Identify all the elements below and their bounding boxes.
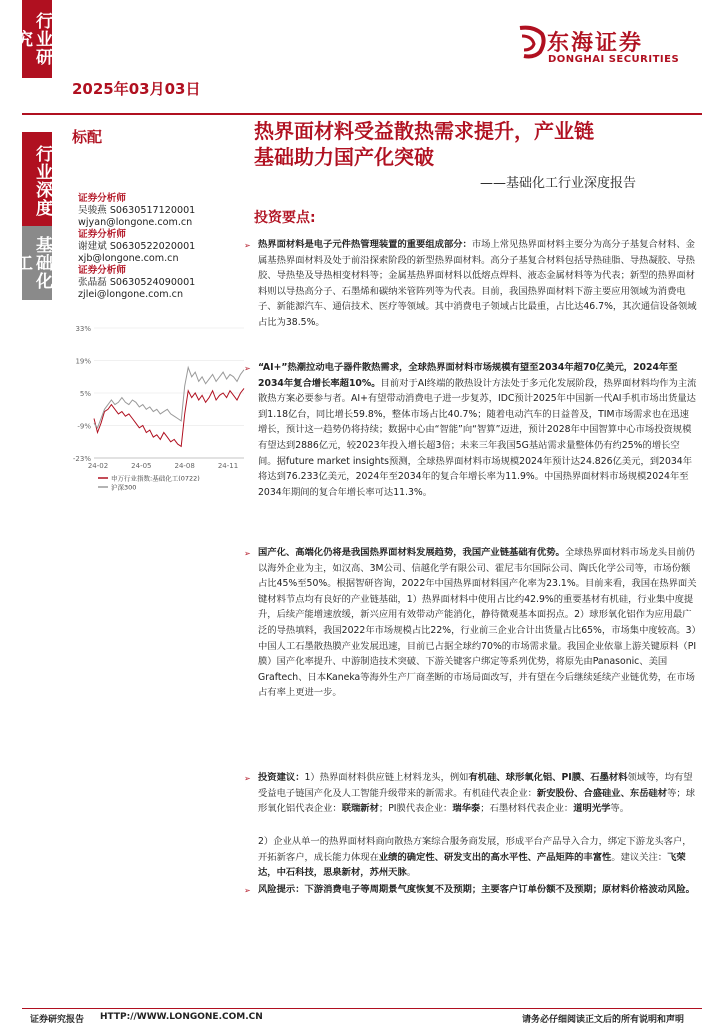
- bullet-icon: ➢: [244, 241, 251, 250]
- point-1: [244, 237, 698, 331]
- analyst-email[interactable]: wjyan@longone.com.cn: [78, 217, 193, 228]
- point-6: [244, 882, 698, 898]
- report-title: [254, 118, 714, 170]
- point-3-bold: 国产化、高端化仍将是我国热界面材料发展趋势，我国产业链基础有优势。: [258, 547, 565, 558]
- point-4-bold: 瑞华泰: [452, 803, 481, 815]
- analyst-3: [78, 265, 248, 301]
- analyst-list: [78, 193, 248, 301]
- rating: 标配: [72, 128, 103, 146]
- point-5-text: 。: [406, 867, 417, 879]
- title-line-1: 热界面材料受益散热需求提升，产业链: [254, 119, 594, 143]
- y-tick-label: 19%: [75, 357, 91, 366]
- tab-industry-research: 行业研究: [22, 0, 52, 78]
- series-line-1: [94, 368, 244, 428]
- analyst-label: 证券分析师: [78, 265, 126, 276]
- bullet-icon: ➢: [244, 774, 251, 783]
- legend-label: 沪深300: [111, 483, 137, 492]
- x-tick-label: 24-05: [131, 462, 152, 470]
- logo-en: DONGHAI SECURITIES: [548, 54, 680, 65]
- analyst-1: [78, 193, 248, 229]
- point-5-bold: 业绩的确定性、研发支出的高水平性、产品矩阵的丰富性: [378, 851, 612, 863]
- point-4-text: 领域等，均有望受益电子链国产化及人工智能升级带来的新需求。有机硅代表企业：: [258, 772, 693, 799]
- point-3: [244, 545, 698, 701]
- point-4-text: 1）热界面材料供应链上材料龙头，例如: [304, 772, 469, 783]
- point-4-label: 投资建议：: [258, 772, 305, 783]
- x-tick-label: 24-02: [87, 462, 109, 470]
- point-5-bold: 飞荣达，中石科技，思泉新材，苏州天脉: [258, 851, 686, 879]
- point-3-text: 全球热界面材料市场龙头目前仍以海外企业为主，如汉高、3M公司、信越化学有限公司、霍尼韦尔国际公司、陶氏化学公司等，市场份额占比45%至50%。根据智研咨询，2022年中国热界面材料国产化率为23.1%。目前来看，我国在热界面关键材料节点均有良好的产业链基础，1）热界面材料中使用占比约42.9%的重要基材有机硅，行业集中度提升，后续产能增速放缓，新兴应用有效带动产能消化，静待微观基本面拐点。2）球形氧化铝作为应用最广泛的导热填料，我国2022年市场规模占比22%，行业前三企业合计出货量占比65%，市场集中度较高。3）中国人工石墨散热膜产业发展迅速，目前已占据全球约70%的市场需求量。我国企业依靠上游关键原料（PI膜）国产化率提升、中游制造技术突破、下游关键客户绑定等系列优势，将原先由Panasonic、美国Graftech、日本Kaneka等海外生产厂商垄断的市场局面改写，并有望在今后继续延续产业链优势，在市场占有率上更进一步。: [258, 547, 697, 699]
- point-4-text: ；石墨材料代表企业：: [480, 803, 574, 815]
- analyst-2: [78, 229, 248, 265]
- analyst-label: 证券分析师: [78, 229, 126, 240]
- y-tick-label: 33%: [75, 325, 91, 333]
- point-2: [244, 360, 698, 500]
- legend-label: 申万行业指数:基础化工(0722): [111, 474, 200, 483]
- analyst-email[interactable]: xjb@longone.com.cn: [78, 253, 179, 264]
- point-4-bold: 新安股份、合盛硅业、东岳硅材: [536, 787, 668, 799]
- logo-cn: 东海证券: [547, 31, 644, 56]
- report-subtitle: ——基础化工行业深度报告: [480, 176, 637, 191]
- analyst-name: 谢建斌 S0630522020001: [78, 241, 196, 252]
- donghai-logo-icon: [514, 24, 548, 60]
- analyst-label: 证券分析师: [78, 193, 126, 204]
- y-tick-label: -23%: [72, 455, 91, 463]
- point-5: [258, 834, 698, 881]
- point-4-text: 等。: [610, 803, 630, 815]
- analyst-email[interactable]: zjlei@longone.com.cn: [78, 289, 184, 300]
- y-tick-label: -9%: [77, 422, 91, 431]
- point-4-bold: 道明光学: [573, 803, 611, 815]
- footer-disclaimer: 请务必仔细阅读正文后的所有说明和声明: [522, 1015, 685, 1025]
- point-2-text: 目前对于AI终端的散热设计方法处于多元化发展阶段，热界面材料均作为主流散热方案必要参与者。AI+有望带动消费电子进一步复苏，IDC预计2025年中国新一代AI手机市场出货量达到1.18亿台，同比增长59.8%，整体市场占比40.7%；随着电动汽车的日益普及，TIM市场需求也在迅速增长，预计这一趋势仍将持续；数据中心由“智能”向“智算”迈进，预计2028年中国智算中心市场投资规模有望达到2886亿元，较2023年投入增长超3倍；未来三年我国5G基站需求量整体仍有约25%的增长空间。据future market insights预测，全球热界面材料市场规模2024年预计达24.826亿美元，到2034年将达到76.233亿美元，2024年至2034年的复合年增长率为11.9%。中国热界面材料市场规模2024年至2034年期间的复合年增长率可达11.3%。: [258, 377, 697, 498]
- point-4-text: ；PI膜代表企业：: [378, 803, 453, 815]
- footer-left: 证券研究报告: [30, 1015, 85, 1025]
- point-5-text: 。建议关注：: [611, 851, 668, 863]
- tab-industry-depth: 行业深度: [22, 132, 52, 230]
- performance-chart: [64, 320, 250, 494]
- point-2-bold: “AI+”热潮拉动电子器件散热需求，全球热界面材料市场规模有望至2034年超70亿美元，2024年至2034年复合增长率超10%。: [258, 362, 678, 389]
- point-1-text: 市场上常见热界面材料主要分为高分子基复合材料、金属基热界面材料及处于前沿探索阶段的新型热界面材料。高分子基复合材料包括导热硅脂、导热凝胶、导热胶、导热垫及导热相变材料等；金属基热界面材料以低熔点焊料、液态金属材料等为代表；新型的热界面材料则以导热高分子、石墨烯和碳纳米管阵列等为代表。目前，我国热界面材料下游主要应用领域为消费电子、新能源汽车、通信技术、医疗等领域。其中消费电子领域占比最重，占比达46.7%，其次通信设备领域占比为38.5%。: [258, 239, 697, 328]
- point-4: [244, 770, 698, 817]
- footer-url[interactable]: HTTP://WWW.LONGONE.COM.CN: [100, 1012, 263, 1022]
- points-heading: 投资要点:: [254, 210, 316, 226]
- footer-divider: [22, 1008, 702, 1009]
- tab-basic-chemical: 基础化工: [22, 226, 52, 300]
- point-5-text: 2）企业从单一的热界面材料商向散热方案综合服务商发展，形成平台产品导入合力，绑定下游龙头客户，开拓新客户，成长能力体现在: [258, 836, 692, 863]
- title-line-2: 基础助力国产化突破: [254, 145, 434, 169]
- bullet-icon: ➢: [244, 364, 251, 373]
- analyst-name: 张晶磊 S0630524090001: [78, 277, 196, 288]
- y-tick-label: 5%: [79, 390, 91, 398]
- point-4-bold: 联瑞新材: [341, 803, 379, 815]
- bullet-icon: ➢: [244, 886, 251, 895]
- risk-warning: 风险提示：下游消费电子等周期景气度恢复不及预期；主要客户订单份额不及预期；原材料价格波动风险。: [258, 884, 695, 895]
- point-4-text: 等；球形氧化铝代表企业：: [258, 787, 695, 815]
- x-tick-label: 24-08: [174, 462, 195, 470]
- point-1-bold: 热界面材料是电子元件热管理装置的重要组成部分：: [258, 239, 472, 250]
- header-divider: [22, 113, 702, 115]
- point-4-bold: 有机硅、球形氧化铝、PI膜、石墨材料: [468, 772, 628, 783]
- bullet-icon: ➢: [244, 549, 251, 558]
- analyst-name: 吴骏燕 S0630517120001: [78, 205, 196, 216]
- x-tick-label: 24-11: [217, 462, 239, 470]
- series-line-0: [94, 388, 244, 446]
- report-date: 2025年03月03日: [72, 80, 201, 98]
